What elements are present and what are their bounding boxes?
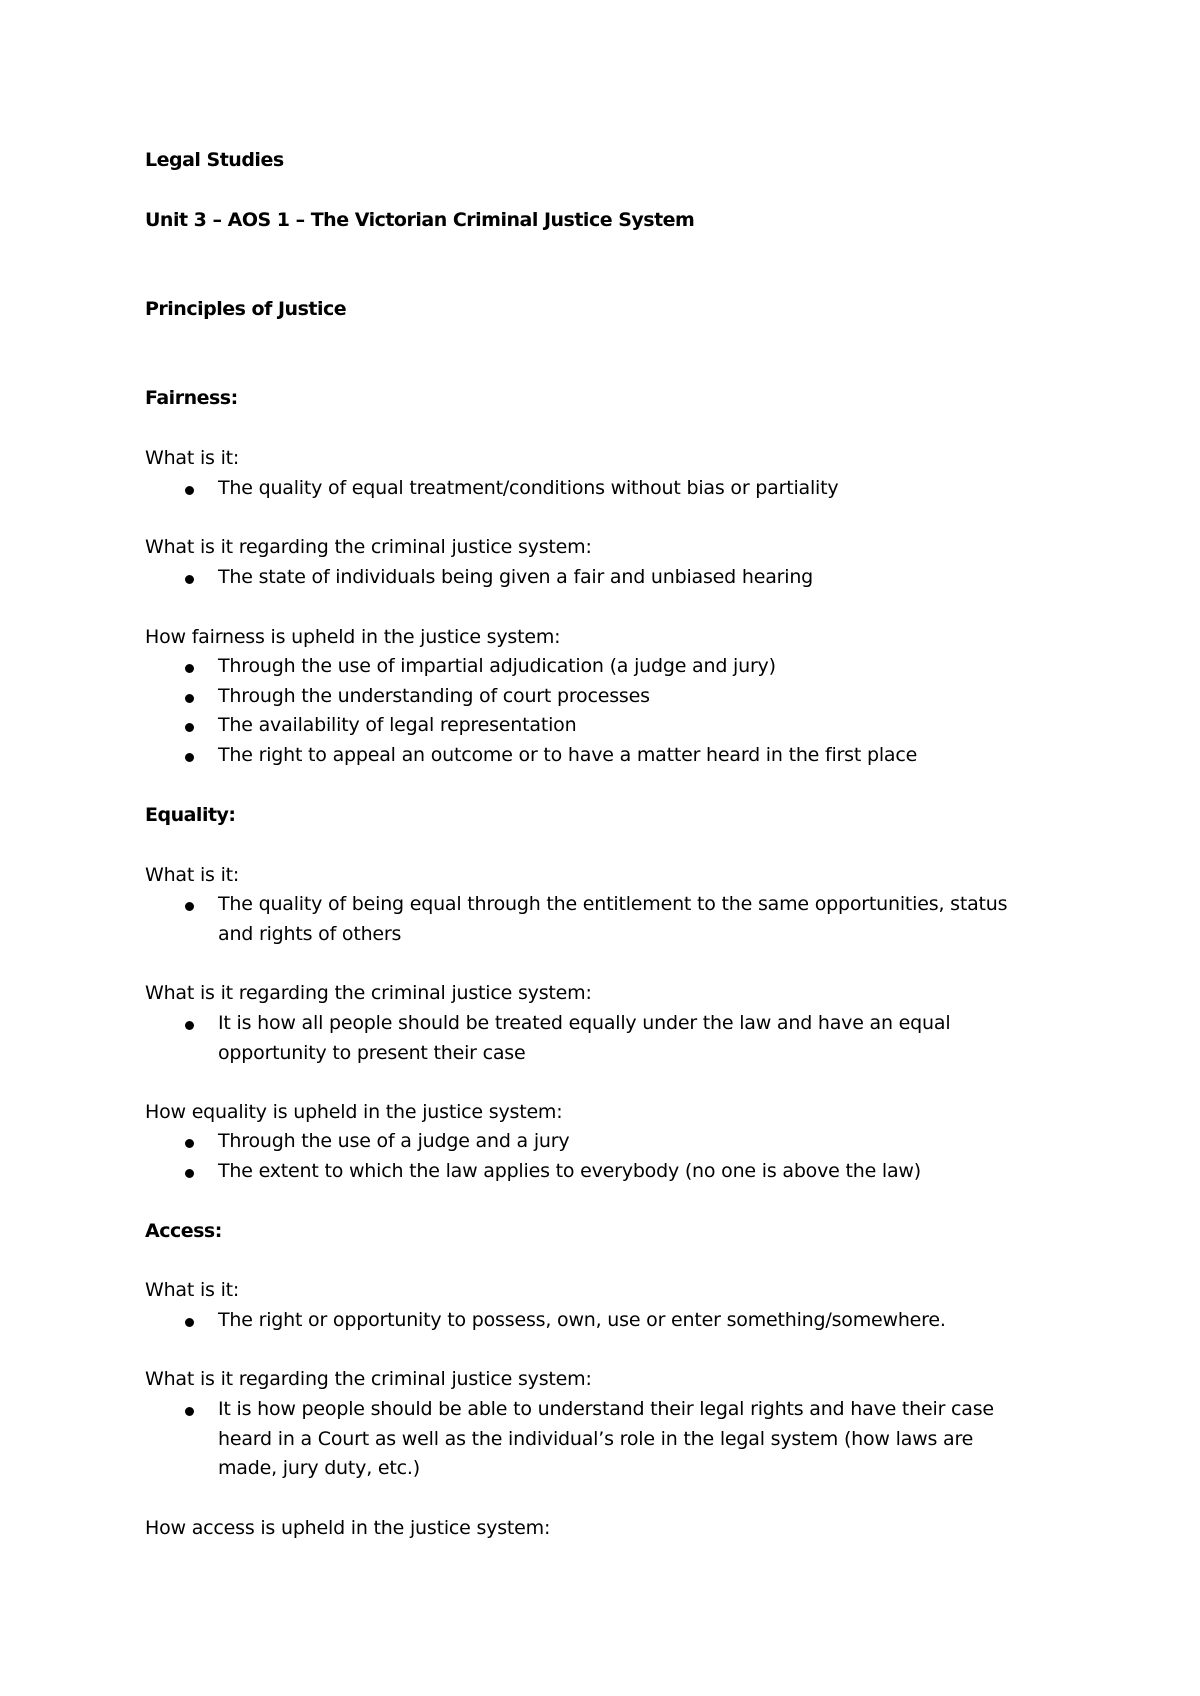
access-heading: Access: (145, 1220, 222, 1242)
fairness-how-item: The right to appeal an outcome or to have a matter heard in the first place (218, 744, 918, 766)
bullet-dot (185, 1169, 194, 1178)
bullet-dot (185, 1139, 194, 1148)
bullet-dot (185, 694, 194, 703)
bullet-dot (185, 1318, 194, 1327)
bullet-dot (185, 723, 194, 732)
bullet-dot (185, 902, 194, 911)
access-what-label: What is it: (145, 1279, 240, 1301)
equality-cjs-line: It is how all people should be treated equally under the law and have an equal (218, 1012, 951, 1034)
section-heading: Principles of Justice (145, 298, 347, 320)
equality-heading: Equality: (145, 804, 236, 826)
fairness-what-label: What is it: (145, 447, 240, 469)
access-cjs-label: What is it regarding the criminal justice system: (145, 1368, 592, 1390)
access-how-label: How access is upheld in the justice system: (145, 1517, 551, 1539)
access-cjs-line: It is how people should be able to understand their legal rights and have their case (218, 1398, 994, 1420)
access-cjs-line: heard in a Court as well as the individual’s role in the legal system (how laws are (218, 1428, 974, 1450)
equality-cjs-label: What is it regarding the criminal justice system: (145, 982, 592, 1004)
access-what-item: The right or opportunity to possess, own, use or enter something/somewhere. (218, 1309, 946, 1331)
equality-what-line: The quality of being equal through the entitlement to the same opportunities, status (218, 893, 1008, 915)
unit-heading: Unit 3 – AOS 1 – The Victorian Criminal Justice System (145, 209, 695, 231)
equality-how-label: How equality is upheld in the justice system: (145, 1101, 563, 1123)
fairness-cjs-label: What is it regarding the criminal justice system: (145, 536, 592, 558)
fairness-what-item: The quality of equal treatment/conditions without bias or partiality (218, 477, 839, 499)
fairness-cjs-item: The state of individuals being given a fair and unbiased hearing (218, 566, 814, 588)
bullet-dot (185, 1407, 194, 1416)
equality-how-item: Through the use of a judge and a jury (218, 1130, 570, 1152)
fairness-how-label: How fairness is upheld in the justice system: (145, 626, 561, 648)
fairness-how-item: The availability of legal representation (218, 714, 577, 736)
equality-how-item: The extent to which the law applies to everybody (no one is above the law) (218, 1160, 921, 1182)
bullet-dot (185, 664, 194, 673)
equality-what-label: What is it: (145, 864, 240, 886)
fairness-heading: Fairness: (145, 387, 238, 409)
bullet-dot (185, 753, 194, 762)
access-cjs-line: made, jury duty, etc.) (218, 1457, 420, 1479)
bullet-dot (185, 486, 194, 495)
bullet-dot (185, 1021, 194, 1030)
equality-what-line: and rights of others (218, 923, 402, 945)
equality-cjs-line: opportunity to present their case (218, 1042, 526, 1064)
bullet-dot (185, 575, 194, 584)
fairness-how-item: Through the use of impartial adjudication (a judge and jury) (218, 655, 776, 677)
fairness-how-item: Through the understanding of court processes (218, 685, 650, 707)
document-title: Legal Studies (145, 149, 284, 171)
